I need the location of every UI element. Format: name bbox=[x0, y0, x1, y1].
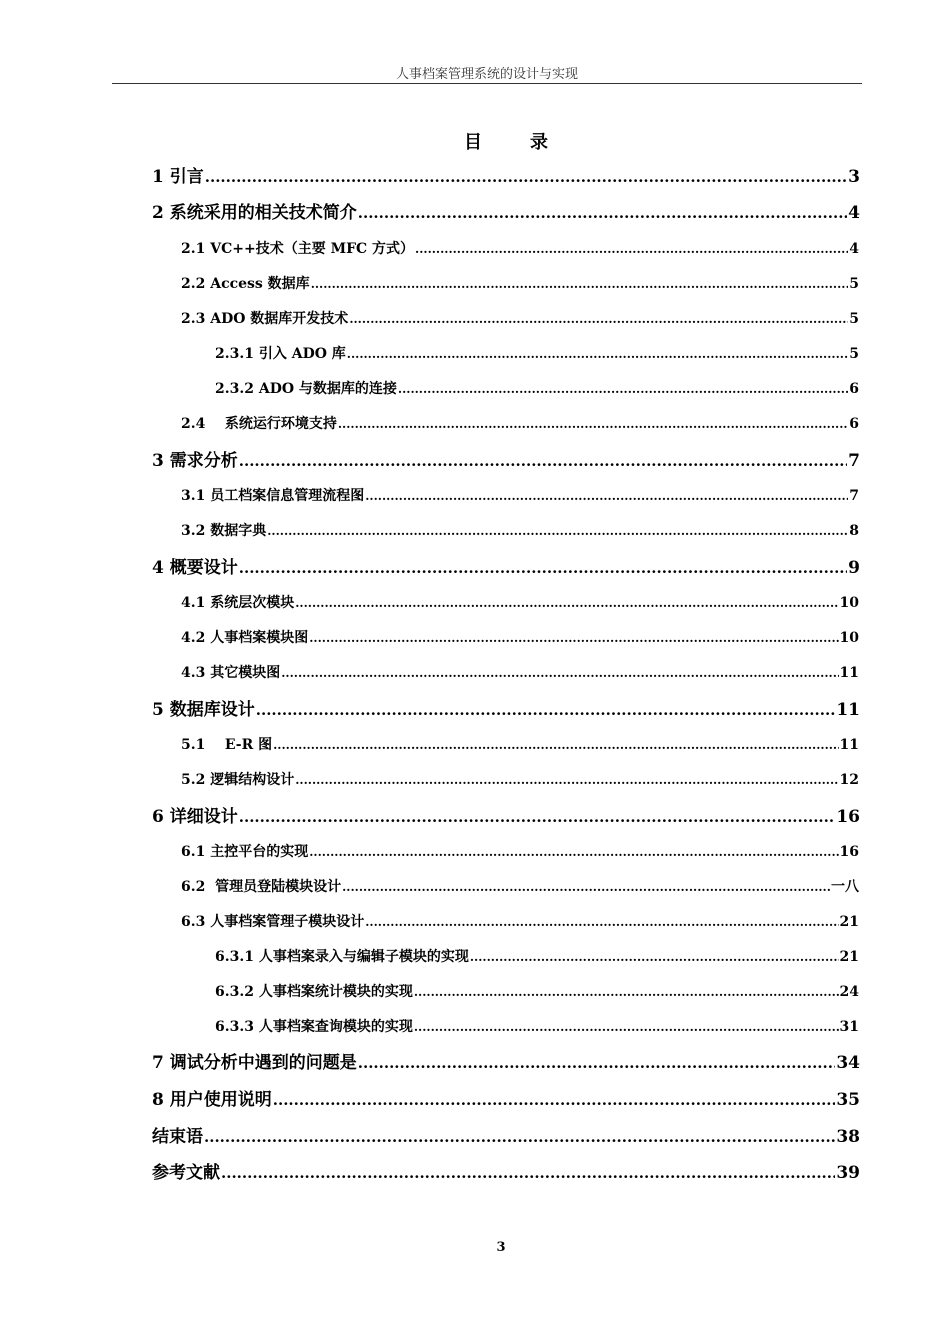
leader-dots bbox=[311, 275, 849, 293]
leader-dots bbox=[267, 522, 848, 540]
toc-entry-page: 4 bbox=[849, 241, 859, 257]
toc-title-char-2: 录 bbox=[530, 132, 550, 153]
toc-entry[interactable] bbox=[152, 557, 860, 579]
toc-entry[interactable] bbox=[152, 699, 860, 721]
toc-entry-label: 3.1 员工档案信息管理流程图 bbox=[181, 488, 365, 504]
leader-dots bbox=[256, 699, 836, 721]
toc-entry-label: 5.1 E-R 图 bbox=[181, 737, 273, 753]
toc-entry-page: 24 bbox=[839, 984, 859, 1000]
leader-dots bbox=[239, 450, 847, 472]
toc-entry-page: 一八 bbox=[831, 879, 859, 895]
toc-entry-page: 11 bbox=[839, 737, 859, 753]
toc-entry[interactable] bbox=[181, 522, 859, 540]
toc-entry-page: 11 bbox=[836, 700, 860, 720]
toc-entry[interactable] bbox=[152, 166, 860, 188]
toc-entry-label: 6.3.2 人事档案统计模块的实现 bbox=[215, 984, 413, 1000]
leader-dots bbox=[358, 1052, 836, 1074]
toc-entry[interactable] bbox=[181, 771, 859, 789]
toc-title bbox=[0, 128, 950, 154]
toc-entry-page: 8 bbox=[849, 523, 859, 539]
toc-entry-label: 2.3.1 引入 ADO 库 bbox=[215, 346, 346, 362]
toc-entry-label: 7 调试分析中遇到的问题是 bbox=[152, 1053, 357, 1073]
leader-dots bbox=[204, 1126, 835, 1148]
toc-entry[interactable] bbox=[181, 913, 859, 931]
toc-entry[interactable] bbox=[152, 806, 860, 828]
toc-entry-page: 6 bbox=[849, 381, 859, 397]
toc-entry[interactable] bbox=[181, 487, 859, 505]
leader-dots bbox=[221, 1162, 835, 1184]
toc-entry-label: 6 详细设计 bbox=[152, 807, 238, 827]
toc-entry-label: 6.3.3 人事档案查询模块的实现 bbox=[215, 1019, 413, 1035]
leader-dots bbox=[414, 1018, 839, 1036]
leader-dots bbox=[239, 806, 836, 828]
toc-entry-page: 12 bbox=[839, 772, 859, 788]
toc-entry-label: 4.3 其它模块图 bbox=[181, 665, 281, 681]
toc-entry-label: 3 需求分析 bbox=[152, 451, 238, 471]
toc-entry-page: 5 bbox=[849, 311, 859, 327]
leader-dots bbox=[295, 594, 838, 612]
leader-dots bbox=[349, 310, 848, 328]
toc-entry-page: 5 bbox=[849, 276, 859, 292]
toc-entry-page: 10 bbox=[839, 595, 859, 611]
toc-entry-page: 21 bbox=[839, 949, 859, 965]
leader-dots bbox=[309, 843, 838, 861]
toc-entry-page: 34 bbox=[836, 1053, 860, 1073]
leader-dots bbox=[470, 948, 839, 966]
toc-entry[interactable] bbox=[181, 240, 859, 258]
toc-entry-label: 2.3.2 ADO 与数据库的连接 bbox=[215, 381, 397, 397]
toc-entry-label: 2.4 系统运行环境支持 bbox=[181, 416, 337, 432]
leader-dots bbox=[342, 878, 830, 896]
toc-entry-page: 9 bbox=[848, 558, 860, 578]
toc-entry[interactable] bbox=[181, 594, 859, 612]
toc-entry-label: 结束语 bbox=[152, 1127, 203, 1147]
toc-entry[interactable] bbox=[215, 380, 859, 398]
toc-entry-label: 3.2 数据字典 bbox=[181, 523, 267, 539]
toc-entry[interactable] bbox=[181, 843, 859, 861]
toc-entry-label: 5 数据库设计 bbox=[152, 700, 255, 720]
toc-entry-page: 3 bbox=[848, 167, 860, 187]
toc-entry-page: 6 bbox=[849, 416, 859, 432]
toc-entry[interactable] bbox=[215, 345, 859, 363]
toc-entry-page: 7 bbox=[848, 451, 860, 471]
leader-dots bbox=[365, 913, 838, 931]
toc-entry-label: 2.3 ADO 数据库开发技术 bbox=[181, 311, 349, 327]
toc-entry-label: 4.1 系统层次模块 bbox=[181, 595, 295, 611]
toc-entry-label: 1 引言 bbox=[152, 167, 204, 187]
toc-entry-label: 参考文献 bbox=[152, 1163, 220, 1183]
toc-entry-page: 21 bbox=[839, 914, 859, 930]
toc-entry-label: 5.2 逻辑结构设计 bbox=[181, 772, 295, 788]
toc-entry[interactable] bbox=[215, 948, 859, 966]
toc-entry[interactable] bbox=[152, 1126, 860, 1148]
leader-dots bbox=[358, 202, 847, 224]
toc-entry-label: 4 概要设计 bbox=[152, 558, 238, 578]
toc-entry[interactable] bbox=[152, 1089, 860, 1111]
toc-entry-page: 7 bbox=[849, 488, 859, 504]
toc-entry-label: 6.2 管理员登陆模块设计 bbox=[181, 879, 342, 895]
leader-dots bbox=[205, 166, 847, 188]
toc-entry[interactable] bbox=[181, 629, 859, 647]
leader-dots bbox=[347, 345, 848, 363]
toc-entry-label: 6.3 人事档案管理子模块设计 bbox=[181, 914, 365, 930]
leader-dots bbox=[239, 557, 847, 579]
toc-entry[interactable] bbox=[152, 1052, 860, 1074]
toc-entry[interactable] bbox=[152, 1162, 860, 1184]
toc-entry-page: 16 bbox=[836, 807, 860, 827]
toc-entry-label: 2 系统采用的相关技术简介 bbox=[152, 203, 357, 223]
toc-entry[interactable] bbox=[152, 202, 860, 224]
leader-dots bbox=[338, 415, 848, 433]
toc-entry[interactable] bbox=[181, 310, 859, 328]
toc-title-char-1: 目 bbox=[464, 132, 484, 153]
toc-entry-label: 8 用户使用说明 bbox=[152, 1090, 272, 1110]
toc-entry-page: 4 bbox=[848, 203, 860, 223]
toc-entry-page: 35 bbox=[836, 1090, 860, 1110]
toc-entry[interactable] bbox=[181, 664, 859, 682]
leader-dots bbox=[273, 736, 838, 754]
toc-entry[interactable] bbox=[215, 1018, 859, 1036]
leader-dots bbox=[415, 240, 848, 258]
running-header: 人事档案管理系统的设计与实现 bbox=[395, 67, 578, 82]
header-rule bbox=[112, 83, 862, 84]
leader-dots bbox=[309, 629, 838, 647]
leader-dots bbox=[398, 380, 848, 398]
toc-entry-page: 31 bbox=[839, 1019, 859, 1035]
toc-entry-page: 11 bbox=[839, 665, 859, 681]
leader-dots bbox=[273, 1089, 836, 1111]
toc-entry[interactable] bbox=[215, 983, 859, 1001]
toc-entry-page: 16 bbox=[839, 844, 859, 860]
toc-entry[interactable] bbox=[181, 415, 859, 433]
leader-dots bbox=[281, 664, 838, 682]
toc-entry-label: 6.3.1 人事档案录入与编辑子模块的实现 bbox=[215, 949, 469, 965]
toc-entry-label: 2.2 Access 数据库 bbox=[181, 276, 310, 292]
leader-dots bbox=[295, 771, 838, 789]
toc-entry-label: 4.2 人事档案模块图 bbox=[181, 630, 309, 646]
toc-entry-label: 2.1 VC++技术（主要 MFC 方式） bbox=[181, 241, 415, 257]
leader-dots bbox=[414, 983, 839, 1001]
toc-entry-page: 38 bbox=[836, 1127, 860, 1147]
page-number: 3 bbox=[496, 1240, 506, 1255]
toc-entry-page: 39 bbox=[836, 1163, 860, 1183]
toc-entry[interactable] bbox=[181, 736, 859, 754]
toc-entry[interactable] bbox=[181, 275, 859, 293]
toc-entry[interactable] bbox=[152, 450, 860, 472]
toc-entry-label: 6.1 主控平台的实现 bbox=[181, 844, 309, 860]
leader-dots bbox=[365, 487, 848, 505]
toc-entry[interactable] bbox=[181, 878, 859, 896]
toc-entry-page: 10 bbox=[839, 630, 859, 646]
toc-entry-page: 5 bbox=[849, 346, 859, 362]
